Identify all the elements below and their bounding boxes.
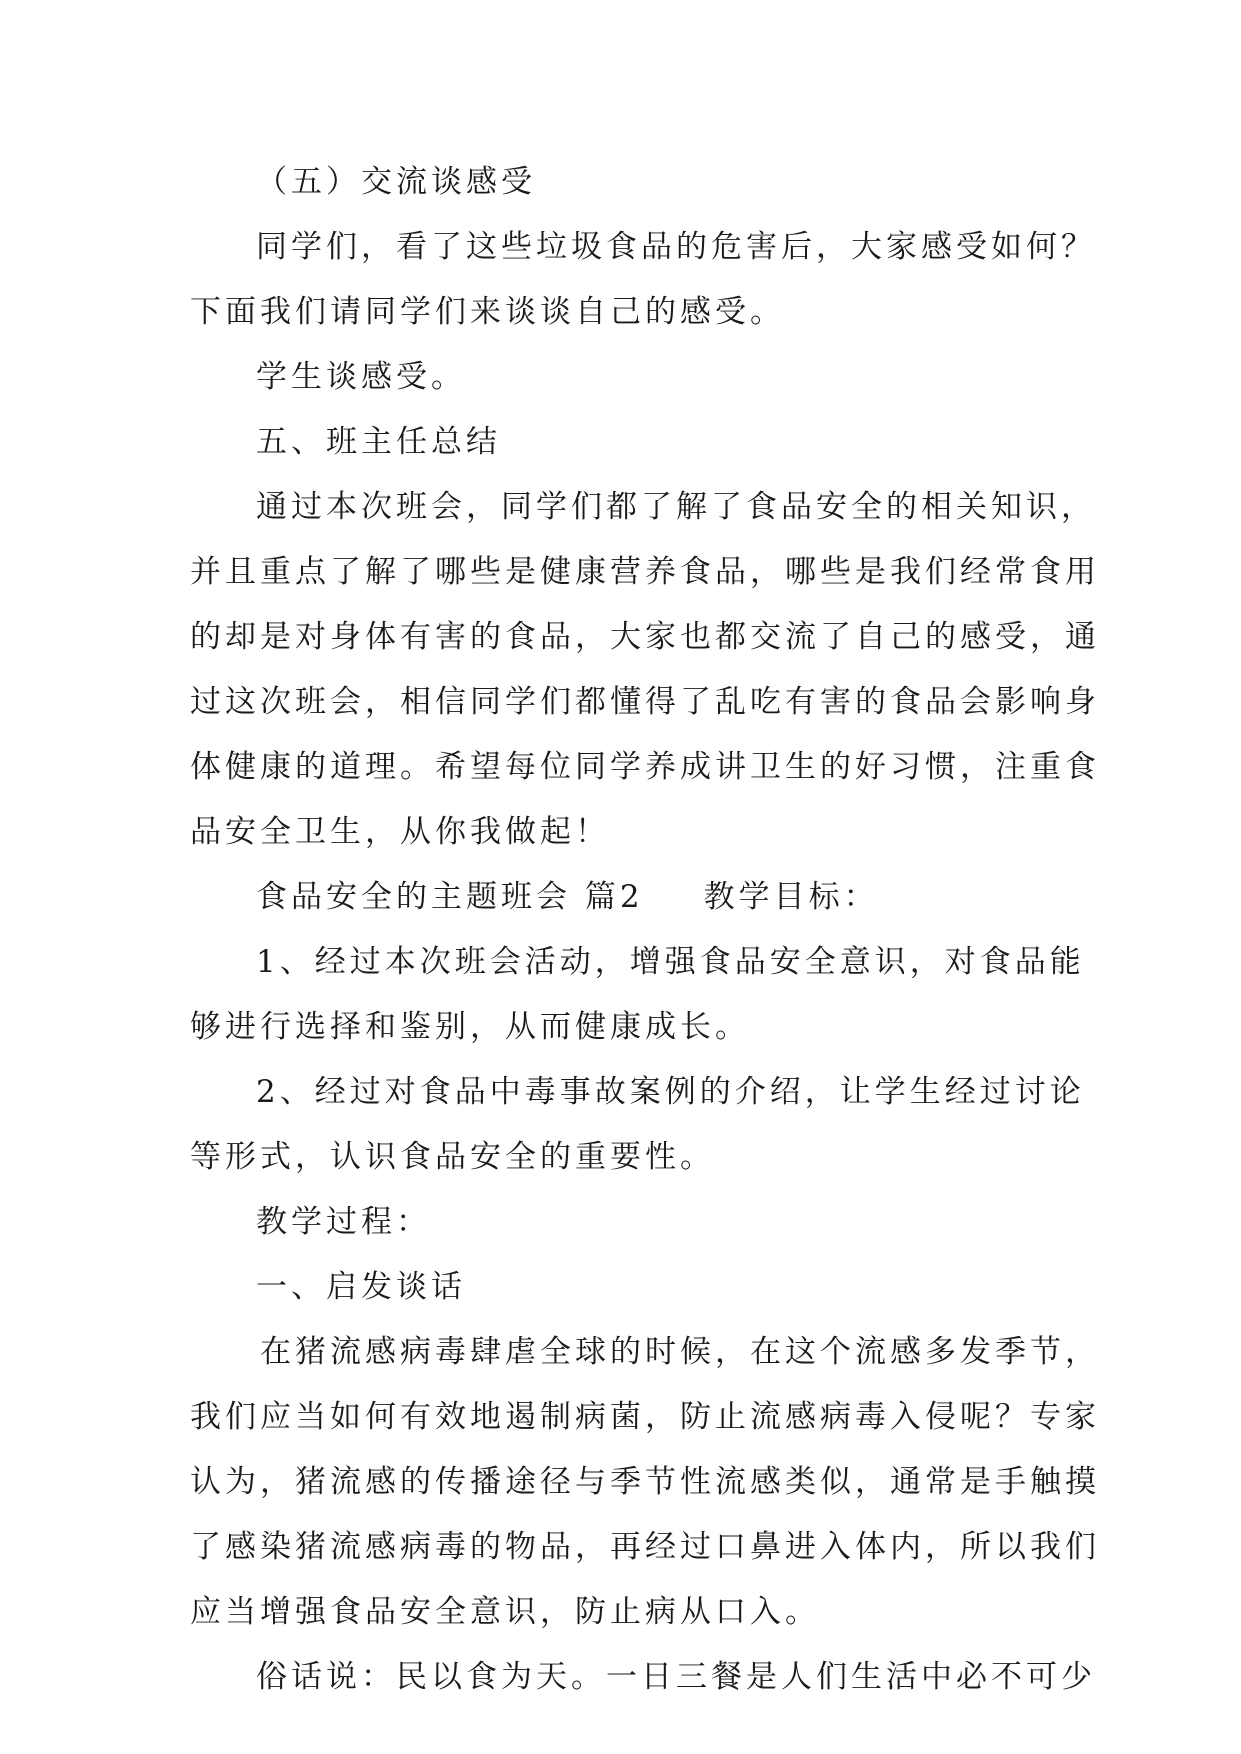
section-heading-process: 教学过程： <box>256 1204 431 1240</box>
paragraph-line: 认为，猪流感的传播途径与季节性流感类似，通常是手触摸 <box>190 1464 1100 1500</box>
article-title: 食品安全的主题班会 篇2 <box>256 879 644 915</box>
teaching-goals-label: 教学目标： <box>703 879 879 915</box>
paragraph-line: 体健康的道理。希望每位同学养成讲卫生的好习惯，注重食 <box>190 749 1100 785</box>
article-title-line <box>190 865 1050 930</box>
paragraph-line: 通过本次班会，同学们都了解了食品安全的相关知识， <box>256 489 1096 525</box>
section-heading-summary: 五、班主任总结 <box>256 424 501 460</box>
paragraph-line: 下面我们请同学们来谈谈自己的感受。 <box>190 294 785 330</box>
paragraph-line: 2、经过对食品中毒事故案例的介绍，让学生经过讨论 <box>256 1074 1085 1110</box>
paragraph-line: 我们应当如何有效地遏制病菌，防止流感病毒入侵呢？专家 <box>190 1399 1100 1435</box>
document-page <box>190 150 1100 1710</box>
paragraph-line: 的却是对身体有害的食品，大家也都交流了自己的感受，通 <box>190 619 1100 655</box>
paragraph-line: 在猪流感病毒肆虐全球的时候，在这个流感多发季节， <box>260 1334 1100 1370</box>
paragraph-line: 同学们，看了这些垃圾食品的危害后，大家感受如何？ <box>256 229 1096 265</box>
paragraph-line: 过这次班会，相信同学们都懂得了乱吃有害的食品会影响身 <box>190 684 1100 720</box>
paragraph-line: 应当增强食品安全意识，防止病从口入。 <box>190 1594 820 1630</box>
paragraph-line: 了感染猪流感病毒的物品，再经过口鼻进入体内，所以我们 <box>190 1529 1100 1565</box>
section-heading-5: （五）交流谈感受 <box>256 164 536 200</box>
paragraph-line: 俗话说：民以食为天。一日三餐是人们生活中必不可少 <box>256 1659 1096 1695</box>
paragraph-line: 够进行选择和鉴别，从而健康成长。 <box>190 1009 750 1045</box>
section-heading-1: 一、启发谈话 <box>256 1269 466 1305</box>
paragraph-line: 学生谈感受。 <box>256 359 466 395</box>
paragraph-line: 1、经过本次班会活动，增强食品安全意识，对食品能 <box>256 944 1085 980</box>
paragraph-line: 并且重点了解了哪些是健康营养食品，哪些是我们经常食用 <box>190 554 1100 590</box>
paragraph-line: 品安全卫生，从你我做起！ <box>190 814 610 850</box>
paragraph-line: 等形式，认识食品安全的重要性。 <box>190 1139 715 1175</box>
